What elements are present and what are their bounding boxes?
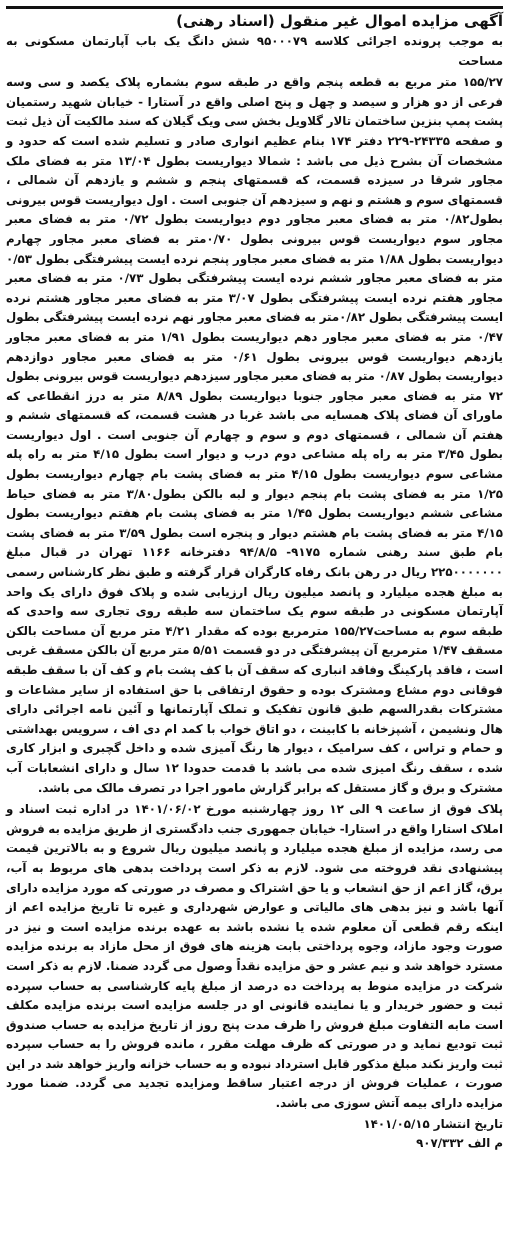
- reference-number: م الف ۹۰۷/۳۳۲: [416, 1135, 503, 1150]
- notice-frame: [6, 6, 503, 1229]
- notice-title: آگهی مزایده اموال غیر منقول (اسناد رهنی): [176, 12, 503, 30]
- publish-date: تاریخ انتشار ۱۴۰۱/۰۵/۱۵: [363, 1116, 503, 1131]
- property-description-paragraph: ۱۵۵/۲۷ متر مربع به قطعه پنجم واقع در طبقه سوم بشماره پلاک یکصد و سی وسه فرعی از دو هزار و سیصد و چهل و پنج اصلی واقع در آستارا - خیابان شهید رستمیان پشت پمپ بنزین ساختمان تالار گلاویل بخش سی ویک گیلان که سند مالکیت آن ذیل ثبت و صفحه ۲۴۳۳۵-۲۲۹ دفتر ۱۷۴ بنام عظیم انواری صادر و تسلیم شده است که حدود و مشخصات آن بشرح ذیل می باشد : شمالا دیواریست بطول ۱۳/۰۴ متر به فضای ملک مجاور شرقا در سیزده قسمت، که قسمتهای پنجم و ششم و یازدهم آن شمالی ، قسمتهای سوم و هشتم و نهم و سیزدهم آن جنوبی است . اول دیواریست قوس بیرونی بطول۰/۸۲ متر به فضای معبر مجاور دوم دیواریست بطول ۰/۷۲ متر به فضای معبر مجاور سوم دیواریست قوس بیرونی بطول ۰/۷۰متر به فضای معبر مجاور چهارم دیواریست بطول ۱/۸۸ متر به فضای معبر مجاور پنجم نرده ایست پیشرفتگی بطول ۰/۵۳ متر به فضای معبر مجاور ششم نرده ایست پیشرفتگی بطول ۰/۷۳ متر به فضای معبر مجاور هفتم نرده ایست پیشرفتگی بطول ۳/۰۷ متر به فضای معبر مجاور هشتم نرده ایست پیشرفتگی بطول ۰/۸۲متر به فضای معبر مجاور نهم نرده ایست پیشرفتگی بطول ۰/۴۷ متر به فضای معبر مجاور دهم دیواریست بطول ۱/۹۱ متر به فضای معبر مجاور یازدهم دیواریست قوس بیرونی بطول ۰/۶۱ متر به فضای معبر مجاور دوازدهم دیواریست بطول ۰/۸۷ متر به فضای معبر مجاور سیزدهم دیواریست قوس بیرونی بطول ۷۲ متر به فضای معبر مجاور جنوبا دیواریست بطول ۸/۸۹ متر به درز انقطاعی که ماورای آن فضای پلاک همسایه می باشد غربا در هشت قسمت، که قسمتهای ششم و هفتم آن شمالی ، قسمتهای دوم و سوم و چهارم آن جنوبی است . اول دیواریست بطول ۳/۴۵ متر به راه پله مشاعی دوم درب و دیوار است بطول ۴/۱۵ متر به راه پله مشاعی سوم دیواریست بطول ۴/۱۵ متر به فضای پشت بام چهارم دیواریست بطول ۱/۲۵ متر به فضای پشت بام پنجم دیوار و لبه بالکن بطول۳/۸۰ متر به فضای حیاط مشاعی ششم دیواریست بطول ۱/۴۵ متر به فضای پشت بام هفتم دیواریست بطول ۴/۱۵ متر به فضای پشت بام هشتم دیوار و پنجره است بطول ۳/۵۹ متر به فضای پشت بام طبق سند رهنی شماره ۹۱۷۵- ۹۴/۸/۵ دفترخانه ۱۱۶۶ تهران در قبال مبلغ ۲۲۵۰۰۰۰۰۰۰ ریال در رهن بانک رفاه کارگران قرار گرفته و طبق نظر کارشناس رسمی به مبلغ هجده میلیارد و پانصد میلیون ریال ارزیابی شده و پلاک فوق دارای یک واحد آپارتمان مسکونی در طبقه سوم یک ساختمان سه طبقه روی تجاری سه واحدی که طبقه سوم به مساحت۱۵۵/۲۷ مترمربع بوده که مقدار ۴/۲۱ متر مربع آن مساحت بالکن مسقف ۱/۴۷ مترمربع آن پیشرفتگی در دو قسمت ۵/۵۱ متر مربع آن بالکن مسقف غربی است ، فاقد پارکینگ وفاقد انباری که سقف آن با کف پشت بام و کف آن با سقف طبقه فوقانی دوم مشاع ومشترک بوده و حقوق ارتفاقی با حق استفاده از سایر مشاعات و مشترکات بقدرالسهم طبق قانون تفکیک و تملک آپارتمانها و آئین نامه اجرائی دارای هال ونشیمن ، آشپزخانه با کابینت ، دو اتاق خواب با کمد ام دی اف ، سرویس بهداشتی و حمام و تراس ، کف سرامیک ، دیوار ها رنگ آمیزی شده و داخل گچبری و ابزار کاری شده ، سقف رنگ امیزی شده می باشد با قدمت حدودا ۱۲ سال و دارای انشعابات آب مشترک و برق و گاز مستقل که برابر گزارش مامور اجرا در تصرف مالک می باشد.: [6, 75, 504, 795]
- auction-terms-paragraph: پلاک فوق از ساعت ۹ الی ۱۲ روز چهارشنبه مورخ ۱۴۰۱/۰۶/۰۲ در اداره ثبت اسناد و املاک استارا واقع در استارا- خیابان جمهوری جنب دادگستری از طریق مزایده به فروش می رسد، مزایده از مبلغ هجده میلیارد و پانصد میلیون ریال شروع و به بالاترین قیمت پیشنهادی نقد فروخته می شود. لازم به ذکر است پرداخت بدهی های مربوط به آب، برق، گاز اعم از حق انشعاب و یا حق اشتراک و مصرف در صورتی که مورد مزایده دارای آنها باشد و نیز بدهی های مالیاتی و عوارض شهرداری و غیره تا تاریخ مزایده اعم از اینکه رقم قطعی آن معلوم شده یا نشده باشد به عهده برنده مزایده است و نیز در صورت وجود مازاد، وجوه پرداختی بابت هزینه های فوق از محل مازاد به برنده مزایده مسترد خواهد شد و نیم عشر و حق مزایده نقداً وصول می گردد ضمنا. لازم به ذکر است شرکت در مزایده منوط به پرداخت ده درصد از مبلغ پایه کارشناسی به حساب سپرده ثبت و حضور خریدار و یا نماینده قانونی او در جلسه مزایده است برنده مزایده مکلف است مابه التفاوت مبلغ فروش را ظرف مدت پنج روز از تاریخ مزایده به حساب صندوق ثبت تودیع نماید و در صورتی که ظرف مهلت مقرر ، مانده فروش را به حساب سپرده ثبت واریز نکند مبلغ مذکور قابل استرداد نبوده و به حساب خزانه واریز خواهد شد در این صورت ، عملیات فروش از درجه اعتبار ساقط ومزایده تجدید می گردد. ضمنا مورد مزایده دارای بیمه آتش سوزی می باشد.: [6, 802, 503, 1111]
- notice-intro: به موجب پرونده اجرائی کلاسه ۹۵۰۰۰۷۹ شش دانگ یک باب آپارتمان مسکونی به مساحت: [6, 34, 504, 68]
